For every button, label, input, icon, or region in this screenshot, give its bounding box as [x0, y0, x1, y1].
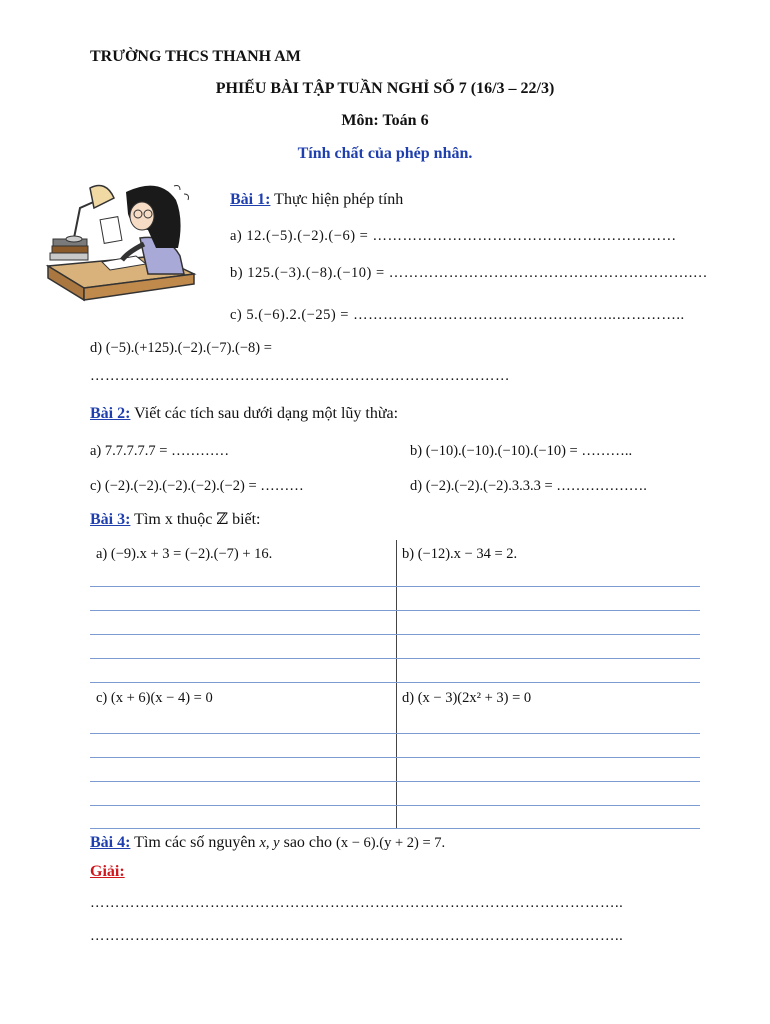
answer-rule-line [90, 586, 700, 587]
bai4-solution-label: Giải: [90, 863, 125, 880]
subject: Môn: Toán 6 [341, 112, 429, 129]
bai3-heading [90, 509, 261, 529]
bai2-label: Bài 2: [90, 405, 131, 422]
bai1-heading [230, 191, 403, 209]
bai1-item-d-answer-line: ………………………………………………………………………… [90, 368, 510, 384]
bai3-item-c: c) (x + 6)(x − 4) = 0 [96, 690, 213, 706]
bai1-item-b: b) 125.(−3).(−8).(−10) = …………………………………………………….… [230, 265, 708, 281]
bai1-label: Bài 1: [230, 191, 271, 208]
bai2-item-d: d) (−2).(−2).(−2).3.3.3 = ………………. [410, 478, 647, 494]
bai1-instruction: Thực hiện phép tính [274, 191, 404, 208]
answer-rule-line [90, 781, 700, 782]
bai2-instruction: Viết các tích sau dưới dạng một lũy thừa: [134, 405, 399, 422]
bai2-item-a: a) 7.7.7.7.7 = ………… [90, 443, 230, 459]
bai4-mid: sao cho [283, 834, 333, 851]
bai4-vars: x, y [259, 835, 280, 851]
answer-rule-line [90, 805, 700, 806]
answer-rule-line [90, 757, 700, 758]
bai2-heading [90, 405, 398, 423]
answer-rule-line [90, 658, 700, 659]
bai4-heading [90, 834, 445, 852]
girl-studying-at-desk-icon [44, 178, 204, 310]
bai4-answer-line-2: …………………………………………………………………………………………….. [90, 928, 624, 944]
answer-rule-line [90, 610, 700, 611]
answer-rule-line [90, 682, 700, 683]
bai2-item-b: b) (−10).(−10).(−10).(−10) = ……….. [410, 443, 633, 459]
bai3-item-d: d) (x − 3)(2x² + 3) = 0 [402, 690, 532, 706]
bai3-instruction: Tìm x thuộc ℤ biết: [134, 511, 261, 528]
bai1-item-c: c) 5.(−6).2.(−25) = ……………………………………………..………….. [230, 307, 685, 323]
bai1-item-d: d) (−5).(+125).(−2).(−7).(−8) = [90, 340, 272, 356]
bai4-answer-line-1: …………………………………………………………………………………………….. [90, 895, 624, 911]
bai2-item-c: c) (−2).(−2).(−2).(−2).(−2) = ……… [90, 478, 304, 494]
school-name: TRƯỜNG THCS THANH AM [90, 48, 301, 65]
bai3-column-divider [396, 540, 397, 828]
answer-rule-line [90, 634, 700, 635]
answer-rule-line [90, 828, 700, 829]
bai1-item-a: a) 12.(−5).(−2).(−6) = ……………………………………….…………… [230, 228, 677, 244]
bai4-instruction: Tìm các số nguyên [134, 834, 256, 851]
bai3-label: Bài 3: [90, 511, 131, 528]
bai3-item-a: a) (−9).x + 3 = (−2).(−7) + 16. [96, 546, 273, 562]
bai3-item-b: b) (−12).x − 34 = 2. [402, 546, 518, 562]
topic-title: Tính chất của phép nhân. [297, 145, 473, 162]
sheet-title: PHIẾU BÀI TẬP TUẦN NGHỈ SỐ 7 (16/3 – 22/3) [215, 80, 555, 97]
answer-rule-line [90, 733, 700, 734]
bai4-equation: (x − 6).(y + 2) = 7. [336, 835, 446, 851]
bai4-label: Bài 4: [90, 834, 131, 851]
